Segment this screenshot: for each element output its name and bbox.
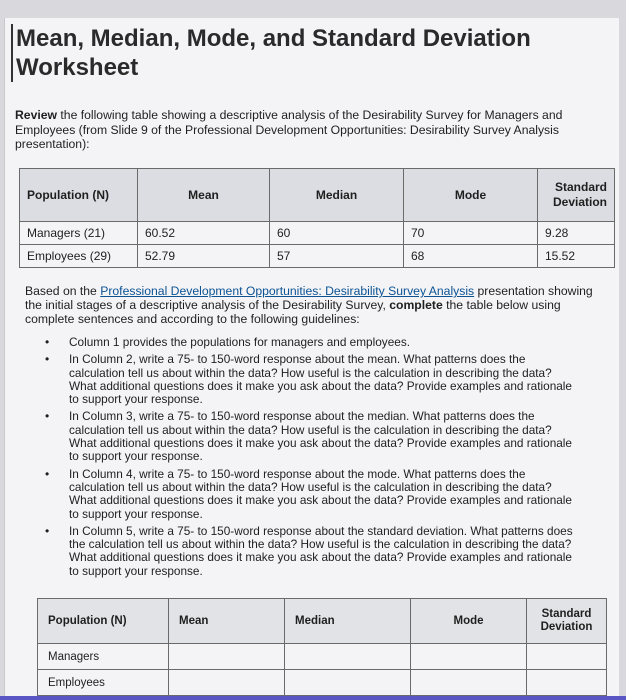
cell-mean: 52.79: [138, 245, 270, 268]
cell-median-response[interactable]: [285, 644, 411, 670]
instructions-bold: complete: [389, 298, 443, 312]
cell-mean-response[interactable]: [169, 644, 285, 670]
header-mean: Mean: [138, 169, 270, 222]
stats-table: [19, 168, 615, 268]
instructions-post: the table below using complete sentences and according to the following guidelines:: [25, 298, 561, 326]
cell-sd-response[interactable]: [527, 644, 607, 670]
bullet-icon: •: [45, 466, 50, 481]
response-table: [37, 598, 607, 696]
bullet-icon: •: [45, 335, 50, 349]
list-item: [33, 336, 573, 349]
cell-mode-response[interactable]: [411, 644, 527, 670]
title-line-1: Mean, Median, Mode, and Standard Deviation: [16, 25, 531, 52]
cell-median-response[interactable]: [285, 670, 411, 696]
guideline-text: In Column 2, write a 75- to 150-word response about the mean. What patterns does the calculation tell us about within the data? How useful is the calculation in describing the data? What additional questions does it make you ask about the data? Provide examples and rationale to support your response.: [69, 352, 572, 407]
header-sd-line-2: Deviation: [540, 621, 593, 633]
bullet-icon: •: [45, 352, 50, 367]
instructions-mid: presentation showing the initial stages of a descriptive analysis of the Desirability Survey,: [25, 284, 593, 312]
bullet-icon: •: [45, 409, 50, 424]
header-sd-line-1: Standard: [541, 608, 592, 620]
header-sd-line-1: Standard: [554, 180, 607, 194]
guideline-text: In Column 3, write a 75- to 150-word response about the median. What patterns does the calculation tell us about within the data? How useful is the calculation in describing the data? What additional questions does it make you ask about the data? Provide examples and rationale to support your response.: [69, 409, 572, 464]
cell-mean-response[interactable]: [169, 670, 285, 696]
intro-bold: Review: [15, 108, 58, 122]
cell-median: 60: [270, 222, 404, 245]
page-title: [11, 24, 531, 82]
bullet-icon: •: [45, 523, 50, 538]
cell-sd-response[interactable]: [527, 670, 607, 696]
stats-table-header: [20, 169, 615, 222]
table-row: [38, 670, 607, 696]
list-item: [33, 468, 573, 521]
table-row: [20, 245, 615, 268]
table-row: [38, 644, 607, 670]
list-item: [33, 410, 573, 463]
guideline-text: In Column 4, write a 75- to 150-word response about the mode. What patterns does the calculation tell us about within the data? How useful is the calculation in describing the data? What additional questions does it make you ask about the data? Provide examples and rationale to support your response.: [69, 466, 572, 521]
table-row: [20, 222, 615, 245]
cell-population: Managers: [38, 644, 169, 670]
presentation-link[interactable]: Professional Development Opportunities: Desirability Survey Analysis: [100, 284, 475, 298]
header-median: Median: [285, 599, 411, 644]
cell-mean: 60.52: [138, 222, 270, 245]
header-median: Median: [270, 169, 404, 222]
list-item: [33, 353, 573, 406]
header-mode: Mode: [411, 599, 527, 644]
cell-mode-response[interactable]: [411, 670, 527, 696]
intro-text: the following table showing a descriptive analysis of the Desirability Survey for Managers and Employees (from Slide 9 of the Professional Development Opportunities: Desirability Survey Analysis presentation):: [15, 108, 563, 151]
bottom-bar: [0, 696, 626, 700]
guideline-text: In Column 5, write a 75- to 150-word response about the standard deviation. What patterns does the calculation tell us about within the data? How useful is the calculation in describing the data? What additional questions does it make you ask about the data? Provide examples and rationale to support your response.: [69, 523, 573, 578]
guideline-text: Column 1 provides the populations for managers and employees.: [69, 335, 410, 349]
header-standard-deviation: [538, 169, 615, 222]
instructions-pre: Based on the: [25, 284, 101, 298]
header-mean: Mean: [169, 599, 285, 644]
worksheet-page: [4, 18, 619, 700]
title-line-2: Worksheet: [16, 54, 139, 81]
cell-mode: 70: [404, 222, 538, 245]
header-population: Population (N): [20, 169, 138, 222]
header-sd-line-2: Deviation: [552, 195, 607, 209]
intro-paragraph: [15, 108, 585, 152]
cell-population: Employees: [38, 670, 169, 696]
cell-median: 57: [270, 245, 404, 268]
guidelines-list: [33, 336, 573, 582]
cell-population: Employees (29): [20, 245, 138, 268]
instructions-paragraph: [25, 284, 605, 326]
cell-standard-deviation: 9.28: [538, 222, 615, 245]
cell-mode: 68: [404, 245, 538, 268]
response-table-header: [38, 599, 607, 644]
cell-population: Managers (21): [20, 222, 138, 245]
header-population: Population (N): [38, 599, 169, 644]
list-item: [33, 525, 573, 578]
cell-standard-deviation: 15.52: [538, 245, 615, 268]
header-mode: Mode: [404, 169, 538, 222]
header-standard-deviation: [527, 599, 607, 644]
